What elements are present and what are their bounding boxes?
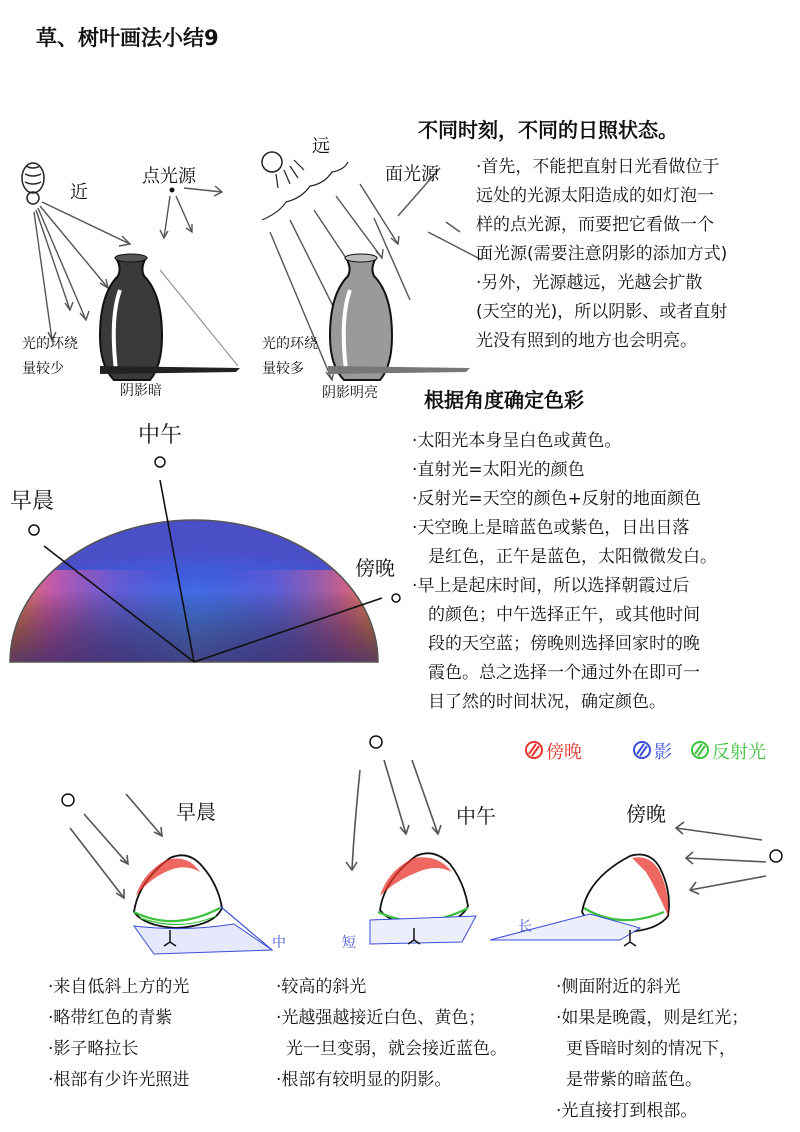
panel-morning-drawing: [50, 780, 290, 960]
section1-line: 面光源(需要注意阴影的添加方式): [476, 244, 728, 264]
vase-light: [330, 258, 392, 380]
section2-line: ·反射光=天空的颜色+反射的地面颜色: [412, 489, 701, 509]
section1-heading: 不同时刻，不同的日照状态。: [418, 118, 678, 142]
panel-morning-notes: [48, 972, 189, 1096]
note-line: 更昏暗时刻的情况下，: [566, 1039, 736, 1059]
section2-paragraph: [412, 427, 717, 717]
section1-line: 光没有照到的地方也会明亮。: [476, 331, 697, 351]
page-title: 草、树叶画法小结9: [36, 26, 219, 50]
section2-line: 是红色，正午是蓝色，太阳微微发白。: [428, 547, 717, 567]
vase-dark: [100, 258, 162, 380]
near-label: 近: [70, 182, 88, 203]
section1-paragraph: [476, 153, 727, 356]
note-line: ·如果是晚霞，则是红光；: [556, 1008, 749, 1028]
ambient-label-right-2: 量较多: [262, 361, 304, 377]
evening-label: 傍晚: [355, 556, 395, 580]
section2-line: ·太阳光本身呈白色或黄色。: [412, 431, 622, 451]
note-line: ·根部有较明显的阴影。: [276, 1070, 452, 1090]
ambient-label-right-1: 光的环绕: [262, 336, 318, 352]
panel-evening-label: 傍晚: [626, 802, 666, 826]
section2-line: 的颜色；中午选择正午，或其他时间: [428, 605, 700, 625]
panel-morning-shadow-tag: 中: [272, 935, 286, 951]
note-line: ·侧面附近的斜光: [556, 977, 681, 997]
section2-line: 霞色。总之选择一个通过外在即可一: [428, 663, 700, 683]
sun-icon: [262, 152, 282, 172]
panel-noon-shadow-tag: 短: [342, 935, 356, 951]
noon-label: 中午: [138, 423, 183, 448]
section2-line: ·天空晚上是暗蓝色或紫色，日出日落: [412, 518, 690, 538]
section2-heading: 根据角度确定色彩: [424, 388, 584, 412]
sun-icon: [770, 850, 782, 862]
note-line: ·来自低斜上方的光: [48, 977, 190, 997]
legend-evening-label: 傍晚: [546, 742, 582, 763]
note-line: 是带紫的暗蓝色。: [566, 1070, 702, 1090]
note-line: ·略带红色的青紫: [48, 1008, 173, 1028]
section2-line: ·早上是起床时间，所以选择朝霞过后: [412, 576, 690, 596]
color-legend: [524, 736, 794, 766]
panel-evening-notes: [556, 972, 748, 1127]
sun-morning-icon: [29, 525, 39, 535]
area-light-label: 面光源: [385, 164, 439, 185]
section1-line: (天空的光)，所以阴影、或者直射: [476, 302, 728, 322]
sun-evening-icon: [392, 594, 400, 602]
panel-noon-notes: [276, 972, 507, 1096]
shadow-dark-label: 阴影暗: [120, 383, 162, 399]
sun-icon: [62, 794, 74, 806]
light-bulb-icon: [22, 163, 44, 204]
panel-noon-label: 中午: [456, 804, 496, 828]
note-line: ·影子略拉长: [48, 1039, 139, 1059]
section1-line: ·首先，不能把直射日光看做位于: [476, 157, 720, 177]
panel-morning-label: 早晨: [176, 800, 216, 824]
note-line: ·光直接打到根部。: [556, 1101, 698, 1121]
shadow-swatch-icon: [632, 740, 652, 760]
section2-line: 目了然的时间状况，确定颜色。: [428, 692, 666, 712]
section1-line: 样的点光源，而要把它看做一个: [476, 215, 714, 235]
point-light-label: 点光源: [142, 166, 196, 187]
section2-line: ·直射光=太阳光的颜色: [412, 460, 585, 480]
section1-line: 远处的光源太阳造成的如灯泡一: [476, 186, 714, 206]
note-line: ·根部有少许光照进: [48, 1070, 190, 1090]
sun-icon: [370, 736, 382, 748]
morning-label: 早晨: [10, 489, 55, 514]
section1-line: ·另外，光源越远，光越会扩散: [476, 273, 703, 293]
legend-shadow-label: 影: [654, 742, 672, 763]
legend-reflect-label: 反射光: [712, 742, 766, 763]
ambient-label-left-1: 光的环绕: [22, 336, 78, 352]
note-line: ·光越强越接近白色、黄色；: [276, 1008, 486, 1028]
section2-line: 段的天空蓝；傍晚则选择回家时的晚: [428, 634, 700, 654]
note-line: 光一旦变弱，就会接近蓝色。: [286, 1039, 507, 1059]
note-line: ·较高的斜光: [276, 977, 367, 997]
ambient-label-left-2: 量较少: [22, 361, 64, 377]
far-label: 远: [312, 136, 330, 157]
reflect-swatch-icon: [690, 740, 710, 760]
sun-noon-icon: [155, 457, 165, 467]
shadow-bright-label: 阴影明亮: [322, 385, 378, 401]
panel-evening-shadow-tag: 长: [518, 919, 532, 935]
